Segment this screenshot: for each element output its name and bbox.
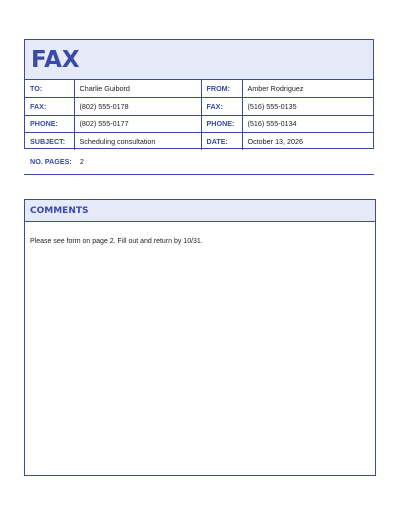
- subject-label: SUBJECT:: [25, 133, 74, 151]
- to-phone-label: PHONE:: [25, 115, 74, 133]
- date-label: DATE:: [201, 133, 242, 151]
- date-value: October 13, 2026: [242, 133, 373, 151]
- table-row: [25, 115, 373, 133]
- from-value: Amber Rodriguez: [247, 84, 304, 93]
- from-fax-label: FAX:: [201, 98, 242, 116]
- pages-row: [24, 149, 374, 175]
- pages-value: 2: [79, 157, 84, 166]
- pages-label: NO. PAGES:: [30, 157, 72, 166]
- table-row: [25, 133, 373, 151]
- subject-value: Scheduling consultation: [74, 133, 201, 151]
- to-label: TO:: [25, 80, 74, 98]
- comments-text: Please see form on page 2. Fill out and return by 10/31.: [30, 238, 203, 245]
- fax-header-box: [24, 39, 374, 149]
- to-value: Charlie Guibord: [74, 80, 201, 98]
- from-phone-value: (516) 555-0134: [242, 115, 373, 133]
- fax-info-table: [25, 80, 373, 150]
- to-fax-value: (802) 555-0178: [74, 98, 201, 116]
- table-row: [25, 98, 373, 116]
- to-fax-label: FAX:: [25, 98, 74, 116]
- from-label: FROM:: [201, 80, 242, 98]
- from-phone-label: PHONE:: [201, 115, 242, 133]
- to-phone-value: (802) 555-0177: [74, 115, 201, 133]
- table-row: [25, 80, 373, 98]
- fax-title: FAX: [25, 40, 373, 80]
- comments-heading: COMMENTS: [25, 200, 375, 222]
- comments-box: [24, 199, 376, 476]
- from-fax-value: (516) 555-0135: [242, 98, 373, 116]
